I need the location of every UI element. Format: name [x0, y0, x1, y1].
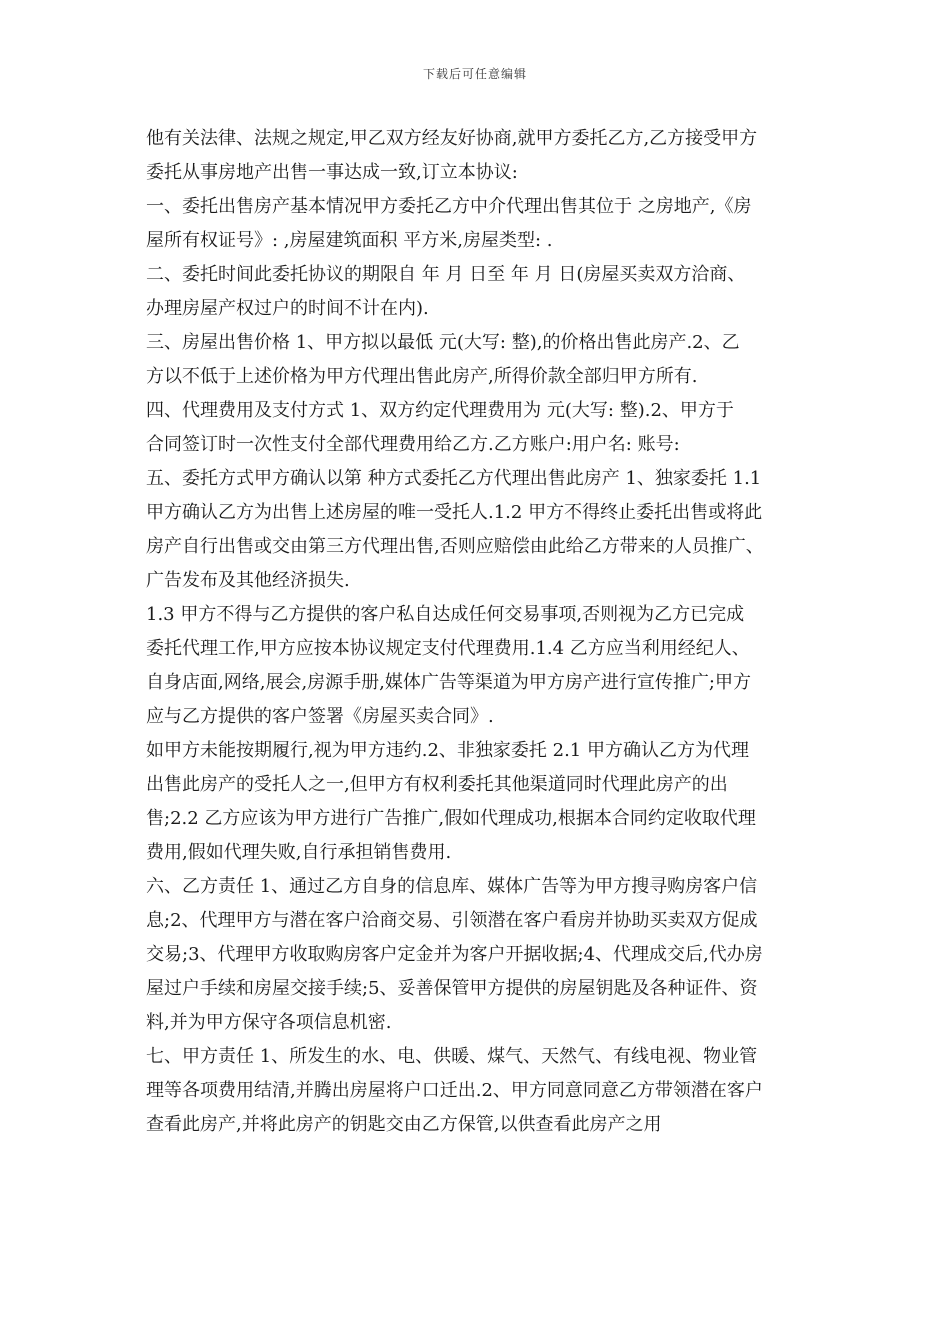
body-line: 查看此房产,并将此房产的钥匙交由乙方保管,以供查看此房产之用 [146, 1114, 662, 1135]
body-line: 理等各项费用结清,并腾出房屋将户口迁出.2、甲方同意同意乙方带领潜在客户 [146, 1080, 763, 1101]
body-line: 六、乙方责任 1、通过乙方自身的信息库、媒体广告等为甲方搜寻购房客户信 [146, 876, 758, 897]
body-line: 他有关法律、法规之规定,甲乙双方经友好协商,就甲方委托乙方,乙方接受甲方 [146, 128, 758, 149]
body-line: 委托从事房地产出售一事达成一致,订立本协议: [146, 162, 518, 183]
body-line: 如甲方未能按期履行,视为甲方违约.2、非独家委托 2.1 甲方确认乙方为代理 [146, 740, 749, 761]
body-line: 广告发布及其他经济损失. [146, 570, 350, 591]
body-line: 料,并为甲方保守各项信息机密. [146, 1012, 392, 1033]
body-line: 委托代理工作,甲方应按本协议规定支付代理费用.1.4 乙方应当利用经纪人、 [146, 638, 750, 659]
body-line: 息;2、代理甲方与潜在客户洽商交易、引领潜在客户看房并协助买卖双方促成 [146, 910, 758, 931]
body-line: 三、房屋出售价格 1、甲方拟以最低 元(大写: 整),的价格出售此房产.2、乙 [146, 332, 740, 353]
body-line: 售;2.2 乙方应该为甲方进行广告推广,假如代理成功,根据本合同约定收取代理 [146, 808, 756, 829]
body-line: 办理房屋产权过户的时间不计在内). [146, 298, 429, 319]
body-line: 五、委托方式甲方确认以第 种方式委托乙方代理出售此房产 1、独家委托 1.1 [146, 468, 762, 489]
body-line: 一、委托出售房产基本情况甲方委托乙方中介代理出售其位于 之房地产,《房 [146, 196, 752, 217]
body-line: 应与乙方提供的客户签署《房屋买卖合同》. [146, 706, 494, 727]
page-header: 下载后可任意编辑 [422, 67, 527, 81]
body-line: 甲方确认乙方为出售上述房屋的唯一受托人.1.2 甲方不得终止委托出售或将此 [146, 502, 763, 523]
body-line: 屋所有权证号》: ,房屋建筑面积 平方米,房屋类型: . [146, 230, 553, 251]
body-line: 屋过户手续和房屋交接手续;5、妥善保管甲方提供的房屋钥匙及各种证件、资 [146, 978, 758, 999]
body-line: 出售此房产的受托人之一,但甲方有权利委托其他渠道同时代理此房产的出 [146, 774, 728, 795]
body-line: 交易;3、代理甲方收取购房客户定金并为客户开据收据;4、代理成交后,代办房 [146, 944, 763, 965]
body-line: 方以不低于上述价格为甲方代理出售此房产,所得价款全部归甲方所有. [146, 366, 698, 387]
body-line: 自身店面,网络,展会,房源手册,媒体广告等渠道为甲方房产进行宣传推广;甲方 [146, 672, 751, 693]
body-line: 费用,假如代理失败,自行承担销售费用. [146, 842, 452, 863]
body-line: 合同签订时一次性支付全部代理费用给乙方.乙方账户:用户名: 账号: [146, 434, 680, 455]
body-line: 房产自行出售或交由第三方代理出售,否则应赔偿由此给乙方带来的人员推广、 [146, 536, 764, 557]
body-line: 二、委托时间此委托协议的期限自 年 月 日至 年 月 日(房屋买卖双方洽商、 [146, 264, 746, 285]
body-line: 七、甲方责任 1、所发生的水、电、供暖、煤气、天然气、有线电视、物业管 [146, 1046, 758, 1067]
document-body [146, 122, 810, 1142]
body-line: 四、代理费用及支付方式 1、双方约定代理费用为 元(大写: 整).2、甲方于 [146, 400, 734, 421]
body-line: 1.3 甲方不得与乙方提供的客户私自达成任何交易事项,否则视为乙方已完成 [146, 604, 745, 625]
